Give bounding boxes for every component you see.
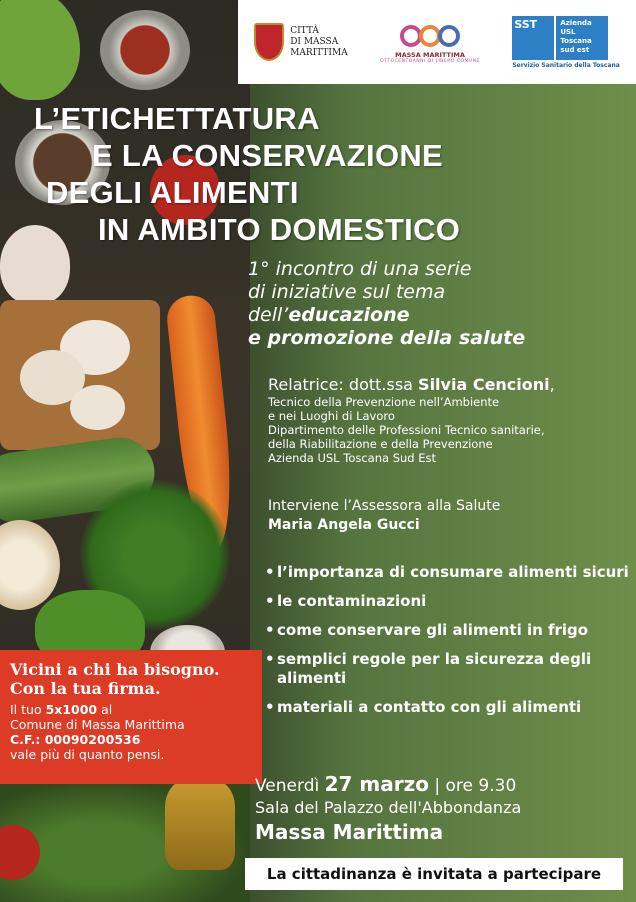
topics-list: [265, 563, 635, 727]
title-line: L’ETICHETTATURA: [34, 101, 320, 136]
city-logo: [254, 23, 348, 61]
lettuce-leaf: [0, 0, 80, 100]
promo-heading: Con la tua firma.: [10, 679, 161, 698]
event-town: Massa Marittima: [255, 820, 444, 844]
promo-heading: Vicini a chi ha bisogno.: [10, 660, 220, 679]
mushroom: [70, 385, 125, 430]
title-line: DEGLI ALIMENTI: [46, 175, 299, 210]
asl-text-line: sud est: [560, 45, 590, 54]
guest-info: [268, 497, 628, 535]
guest-name: Maria Angela Gucci: [268, 517, 420, 533]
asl-text-line: Azienda: [560, 18, 592, 27]
speaker-detail: e nei Luoghi di Lavoro: [268, 409, 395, 423]
speaker-info: [268, 375, 628, 465]
subtitle-line: 1° incontro di una serie: [248, 258, 472, 280]
topic-item: • come conservare gli alimenti in frigo: [265, 621, 635, 640]
anniversary-title: MASSA MARITTIMA: [395, 50, 465, 59]
asl-logo: [512, 16, 619, 69]
onion: [0, 520, 60, 610]
title-line: IN AMBITO DOMESTICO: [98, 212, 461, 247]
speaker-detail: della Riabilitazione e della Prevenzione: [268, 437, 493, 451]
guest-intro: Interviene l’Assessora alla Salute: [268, 498, 501, 514]
city-crest-icon: [254, 23, 284, 61]
anniversary-mark-icon: [398, 21, 462, 51]
oil-jar: [165, 780, 235, 870]
topic-item: • le contaminazioni: [265, 592, 635, 611]
speaker-name: Silvia Cencioni: [418, 375, 550, 394]
asl-service-text: Servizio Sanitario della Toscana: [512, 61, 620, 69]
sst-mark-icon: SST: [512, 16, 554, 60]
logo-bar: [238, 0, 636, 84]
city-text-line: MARITTIMA: [290, 47, 348, 58]
poster-title: [34, 100, 624, 248]
tax-code: 00090200536: [44, 732, 141, 747]
promo-line: Il tuo 5x1000 al Comune di Massa Marittima C.F.: 00090200536 vale più di quanto pensi.: [10, 702, 185, 762]
city-text-line: CITTÀ: [290, 25, 319, 36]
event-date: Venerdì 27 marzo | ore 9.30: [255, 772, 517, 796]
subtitle-line: di iniziative sul tema: [248, 281, 446, 303]
invite-banner: La cittadinanza è invitata a partecipare: [245, 858, 623, 890]
topic-item: • semplici regole per la sicurezza degli alimenti: [265, 650, 635, 688]
anniversary-logo: [380, 21, 480, 64]
speaker-detail: Tecnico della Prevenzione nell’Ambiente: [268, 395, 500, 409]
asl-text-line: Toscana: [560, 36, 592, 45]
event-info: [255, 773, 625, 845]
anniversary-subtitle: OTTOCENTOANNI DI LIBERO COMUNE: [380, 58, 480, 64]
five-per-mille-box: [0, 650, 262, 784]
speaker-detail: Dipartimento delle Professioni Tecnico sanitarie,: [268, 423, 545, 437]
subtitle-line: dell’educazione: [248, 304, 410, 326]
subtitle: [248, 258, 628, 350]
topic-item: • l’importanza di consumare alimenti sicuri: [265, 563, 635, 582]
speaker-detail: Azienda USL Toscana Sud Est: [268, 451, 437, 465]
asl-text-line: USL: [560, 27, 576, 36]
subtitle-line: e promozione della salute: [248, 327, 526, 349]
speaker-name-line: Relatrice: dott.ssa Silvia Cencioni,: [268, 375, 555, 394]
event-venue: Sala del Palazzo dell'Abbondanza: [255, 798, 522, 817]
paprika-bowl: [100, 10, 190, 90]
title-line: E LA CONSERVAZIONE: [92, 138, 444, 173]
city-text-line: DI MASSA: [290, 36, 339, 47]
topic-item: • materiali a contatto con gli alimenti: [265, 698, 635, 717]
